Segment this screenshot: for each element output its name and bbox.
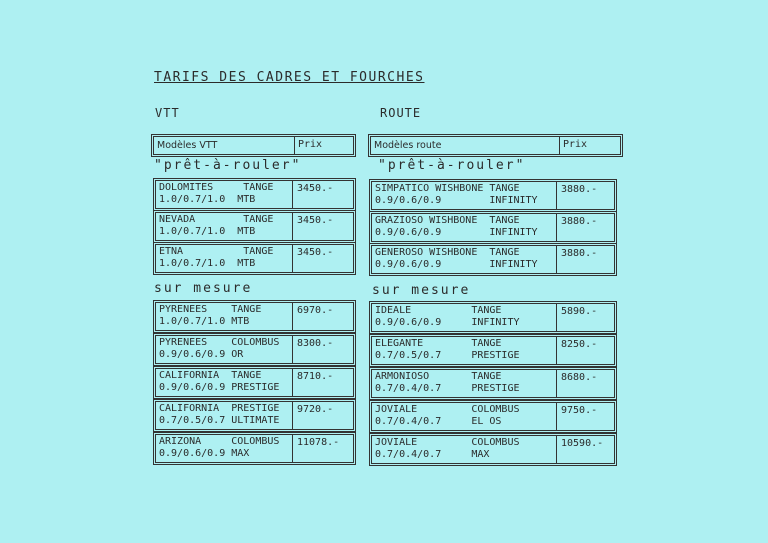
route-model-column-header: Modèles route — [371, 137, 560, 154]
vtt-pret-price-cell: 3450.- — [297, 247, 334, 258]
route-sur-price-cell: 9750.- — [561, 405, 598, 416]
route-pret-model-line-1: GRAZIOSO WISHBONE TANGE — [375, 215, 520, 226]
route-sur-price-cell: 10590.- — [561, 438, 604, 449]
route-sur-model-line-1: ARMONIOSO TANGE — [375, 371, 502, 382]
vtt-sur-model-line-1: PYRENEES TANGE — [159, 304, 262, 315]
vtt-sur-model-line-1: PYRENEES COLOMBUS — [159, 337, 280, 348]
page-title: TARIFS DES CADRES ET FOURCHES — [154, 70, 425, 85]
vtt-pret-model-line-2: 1.0/0.7/1.0 MTB — [159, 258, 256, 269]
vtt-pret-model-line-1: NEVADA TANGE — [159, 214, 274, 225]
vtt-sur-model-line-1: ARIZONA COLOMBUS — [159, 436, 280, 447]
route-pret-model-line-1: GENEROSO WISHBONE TANGE — [375, 247, 520, 258]
vtt-sur-model-line-2: 0.7/0.5/0.7 ULTIMATE — [159, 415, 280, 426]
vtt-sur-model-line-2: 0.9/0.6/0.9 PRESTIGE — [159, 382, 280, 393]
vtt-sur-row — [155, 401, 354, 430]
route-pret-row — [371, 245, 615, 274]
route-pret-model-line-1: SIMPATICO WISHBONE TANGE — [375, 183, 520, 194]
vtt-sur-price-cell: 11078.- — [297, 437, 340, 448]
vtt-sur-model-line-2: 0.9/0.6/0.9 OR — [159, 349, 244, 360]
vtt-pret-price-cell: 3450.- — [297, 215, 334, 226]
vtt-sur-model-cell — [156, 402, 293, 429]
vtt-pret-model-line-1: DOLOMITES TANGE — [159, 182, 274, 193]
route-pret-model-cell — [372, 182, 557, 209]
route-sur-model-cell — [372, 436, 557, 463]
vtt-header-row — [153, 136, 354, 155]
vtt-sur-model-cell — [156, 303, 293, 330]
route-sur-model-cell — [372, 304, 557, 331]
route-sur-price-cell: 8250.- — [561, 339, 598, 350]
vtt-pret-model-line-1: ETNA TANGE — [159, 246, 274, 257]
route-pret-model-cell — [372, 214, 557, 241]
vtt-sur-model-line-2: 1.0/0.7/1.0 MTB — [159, 316, 250, 327]
vtt-price-column-header: Prix — [298, 139, 323, 150]
route-pret-model-line-2: 0.9/0.6/0.9 INFINITY — [375, 259, 538, 270]
vtt-pret-row — [155, 180, 354, 209]
route-sur-price-cell: 5890.- — [561, 306, 598, 317]
vtt-pret-model-cell — [156, 245, 293, 272]
vtt-sur-price-cell: 8710.- — [297, 371, 334, 382]
vtt-pret-row — [155, 212, 354, 241]
vtt-sur-mesure-label: sur mesure — [154, 281, 253, 296]
route-pret-model-line-2: 0.9/0.6/0.9 INFINITY — [375, 195, 538, 206]
vtt-model-column-header: Modèles VTT — [154, 137, 295, 154]
route-sur-model-line-1: JOVIALE COLOMBUS — [375, 404, 520, 415]
vtt-sur-model-cell — [156, 435, 293, 462]
route-pret-model-cell — [372, 246, 557, 273]
route-sur-price-cell: 8680.- — [561, 372, 598, 383]
route-sur-model-line-2: 0.7/0.4/0.7 MAX — [375, 449, 490, 460]
route-pret-price-cell: 3880.- — [561, 216, 598, 227]
route-sur-model-cell — [372, 403, 557, 430]
route-sur-mesure-label: sur mesure — [372, 283, 471, 298]
section-vtt-heading: VTT — [155, 106, 180, 120]
vtt-pret-model-line-2: 1.0/0.7/1.0 MTB — [159, 194, 256, 205]
vtt-sur-price-cell: 9720.- — [297, 404, 334, 415]
route-sur-model-line-2: 0.9/0.6/0.9 INFINITY — [375, 317, 520, 328]
vtt-sur-price-cell: 8300.- — [297, 338, 334, 349]
route-sur-row — [371, 402, 615, 431]
route-sur-row — [371, 435, 615, 464]
vtt-pret-a-rouler-label: "prêt-à-rouler" — [154, 158, 302, 173]
route-sur-model-line-2: 0.7/0.4/0.7 EL OS — [375, 416, 502, 427]
section-route-heading: ROUTE — [380, 106, 422, 120]
vtt-sur-model-line-2: 0.9/0.6/0.9 MAX — [159, 448, 250, 459]
route-pret-price-cell: 3880.- — [561, 184, 598, 195]
route-pret-row — [371, 181, 615, 210]
vtt-pret-model-cell — [156, 213, 293, 240]
route-pret-price-cell: 3880.- — [561, 248, 598, 259]
route-sur-row — [371, 336, 615, 365]
route-sur-model-line-1: ELEGANTE TANGE — [375, 338, 502, 349]
vtt-pret-price-cell: 3450.- — [297, 183, 334, 194]
route-sur-model-line-2: 0.7/0.5/0.7 PRESTIGE — [375, 350, 520, 361]
route-pret-model-line-2: 0.9/0.6/0.9 INFINITY — [375, 227, 538, 238]
route-sur-model-cell — [372, 337, 557, 364]
route-sur-row — [371, 303, 615, 332]
route-sur-model-line-2: 0.7/0.4/0.7 PRESTIGE — [375, 383, 520, 394]
vtt-sur-model-cell — [156, 336, 293, 363]
vtt-sur-model-line-1: CALIFORNIA TANGE — [159, 370, 262, 381]
route-sur-model-line-1: JOVIALE COLOMBUS — [375, 437, 520, 448]
route-price-column-header: Prix — [563, 139, 588, 150]
vtt-sur-price-cell: 6970.- — [297, 305, 334, 316]
vtt-sur-row — [155, 335, 354, 364]
vtt-sur-row — [155, 302, 354, 331]
vtt-pret-row — [155, 244, 354, 273]
route-sur-model-cell — [372, 370, 557, 397]
route-sur-row — [371, 369, 615, 398]
vtt-pret-model-line-2: 1.0/0.7/1.0 MTB — [159, 226, 256, 237]
route-pret-a-rouler-label: "prêt-à-rouler" — [378, 158, 526, 173]
route-header-row — [370, 136, 621, 155]
route-pret-row — [371, 213, 615, 242]
vtt-sur-model-cell — [156, 369, 293, 396]
vtt-sur-model-line-1: CALIFORNIA PRESTIGE — [159, 403, 280, 414]
route-sur-model-line-1: IDEALE TANGE — [375, 305, 502, 316]
vtt-sur-row — [155, 434, 354, 463]
vtt-pret-model-cell — [156, 181, 293, 208]
vtt-sur-row — [155, 368, 354, 397]
